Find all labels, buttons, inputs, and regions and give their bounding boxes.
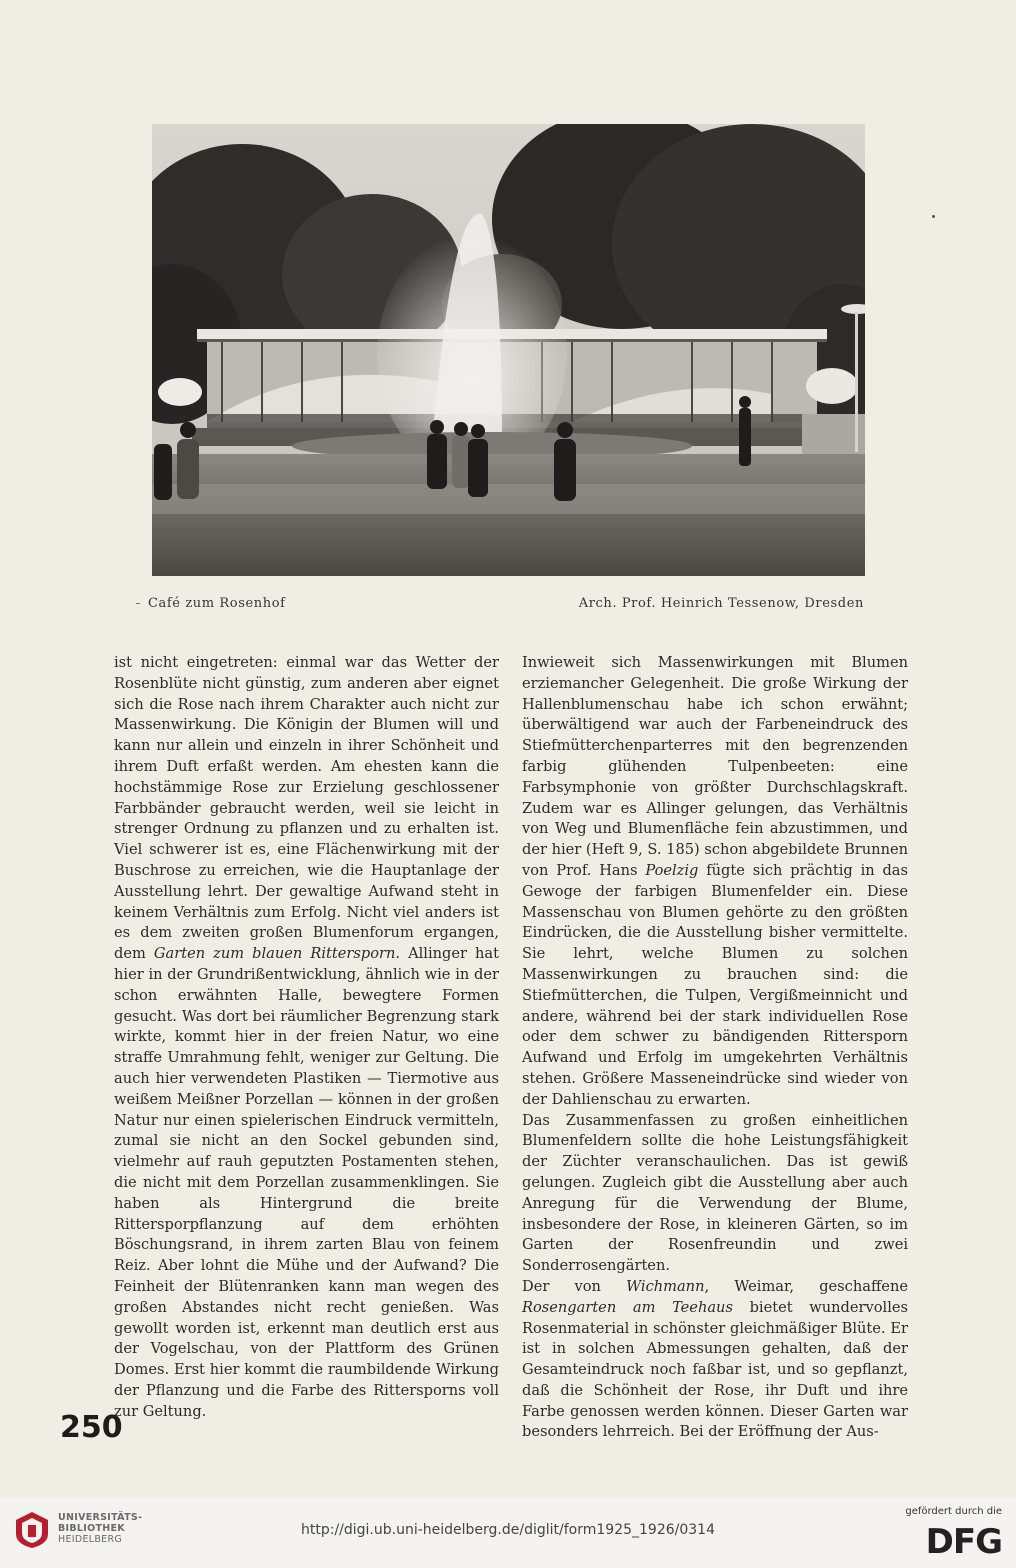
paragraph: Inwieweit sich Massenwirkungen mit Blumen erziemancher Gelegenheit. Die große Wirkung der Hallenblumenschau habe ich schon erwähnt; überwältigend war auch der Farbeneindruck des Stiefmütterchenparterres mit den begrenzenden farbig glühenden Tulpenbeeten: eine Farbsymphonie von größter Durchschlagskraft. Zudem war es Allinger gelungen, das Verhältnis von Weg und Blumenfläche fein abzustimmen, und der hier (Heft 9, S. 185) schon abgebildete Brunnen von Prof. Hans Poelzig fügte sich prächtig in das Gewoge der farbigen Blumenfelder ein. Diese Massenschau von Blumen gehörte zu den größten Eindrücken, die die Ausstellung bisher vermittelte. Sie lehrt, welche Blumen zu solchen Massenwirkungen zu brauchen sind: die Stiefmütterchen, die Tulpen, Vergißmeinnicht und andere, während bei der stark individuellen Rose oder dem schwer zu bändigenden Rittersporn Aufwand und Erfolg im umgekehrten Verhältnis stehen. Größere Masseneindrücke sind wieder von der Dahlienschau zu erwarten. — [522, 654, 909, 1108]
text-column-right — [522, 653, 908, 1443]
photograph-cafe-zum-rosenhof — [152, 124, 865, 576]
paragraph: ist nicht eingetreten: einmal war das Wetter der Rosenblüte nicht günstig, zum anderen aber eignet sich die Rose nach ihrem Charakter auch nicht zur Massenwirkung. Die Königin der Blumen will und kann nur allein und einzeln in ihrer Schönheit und ihrem Duft erfaßt werden. Am ehesten kann die hochstämmige Rose zur Erzielung geschlossener Farbbänder gebraucht werden, weil sie leicht in strenger Ordnung zu pflanzen und zu erhalten ist. Viel schwerer ist es, eine Flächenwirkung mit der Buschrose zu erreichen, wie die Hauptanlage der Ausstellung lehrt. Der gewaltige Aufwand steht in keinem Verhältnis zum Erfolg. Nicht viel anders ist es dem zweiten großen Blumenforum ergangen, dem Garten zum blauen Rittersporn. Allinger hat hier in der Grundrißentwicklung, ähnlich wie in der schon erwähnten Halle, bewegtere Formen gesucht. Was dort bei räumlicher Begrenzung stark wirkte, kommt hier in der freien Natur, wo eine straffe Umrahmung fehlt, weniger zur Geltung. Die auch hier verwendeten Plastiken — Tiermotive aus weißem Meißner Porzellan — können in der großen Natur nur einen spielerischen Eindruck vermitteln, zumal sie nicht an den Sockel gebunden sind, vielmehr auf rauh geputzten Postamenten stehen, die nicht mit dem Porzellan zusammenklingen. Sie haben als Hintergrund die breite Rittersporpflanzung auf dem erhöhten Böschungsrand, in ihrem zarten Blau von feinem Reiz. Aber lohnt die Mühe und der Aufwand? Die Feinheit der Blütenranken kann man wegen des großen Abstandes nicht recht genießen. Was gewollt worden ist, erkennt man deutlich erst aus der Vogelschau, von der Plattform des Grünen Domes. Erst hier kommt die raumbildende Wirkung der Pflanzung und die Farbe des Rittersporns voll zur Geltung. — [114, 654, 499, 1420]
page-number: 250 — [60, 1410, 123, 1445]
university-library-name: UNIVERSITÄTS- BIBLIOTHEK HEIDELBERG — [58, 1512, 143, 1545]
paragraph: Der von Wichmann, Weimar, geschaffene Rosengarten am Teehaus bietet wundervolles Rosenmaterial in schönster gleichmäßiger Blüte. Er ist in solchen Abmessungen gehalten, daß der Gesamteindruck noch faßbar ist, und so gepflanzt, daß die Schönheit der Rose, ihr Duft und ihre Farbe genossen werden können. Dieser Garten war besonders lehrreich. Bei der Eröffnung der Aus- — [522, 1277, 908, 1441]
dfg-logo: DFG — [925, 1522, 1002, 1562]
photo-illustration — [152, 124, 865, 576]
funding-label: gefördert durch die — [905, 1506, 1002, 1517]
margin-speck — [932, 215, 935, 218]
photo-caption-credit: Arch. Prof. Heinrich Tessenow, Dresden — [578, 596, 864, 611]
paragraph: Das Zusammenfassen zu großen einheitlichen Blumenfeldern sollte die hohe Leistungsfähigkeit der Züchter veranschaulichen. Das ist gewiß gelungen. Zugleich gibt die Ausstellung aber auch Anregung für die Verwendung der Blume, insbesondere der Rose, in kleineren Gärten, so im Garten der Rosenfreundin und zwei Sonderrosengärten. — [522, 1111, 908, 1275]
permalink-url[interactable]: http://digi.ub.uni-heidelberg.de/diglit/form1925_1926/0314 — [300, 1522, 715, 1538]
digitization-footer — [0, 1498, 1016, 1568]
photo-caption-title: Café zum Rosenhof — [148, 596, 286, 611]
caption-mark — [136, 603, 140, 604]
text-column-left — [114, 653, 499, 1422]
